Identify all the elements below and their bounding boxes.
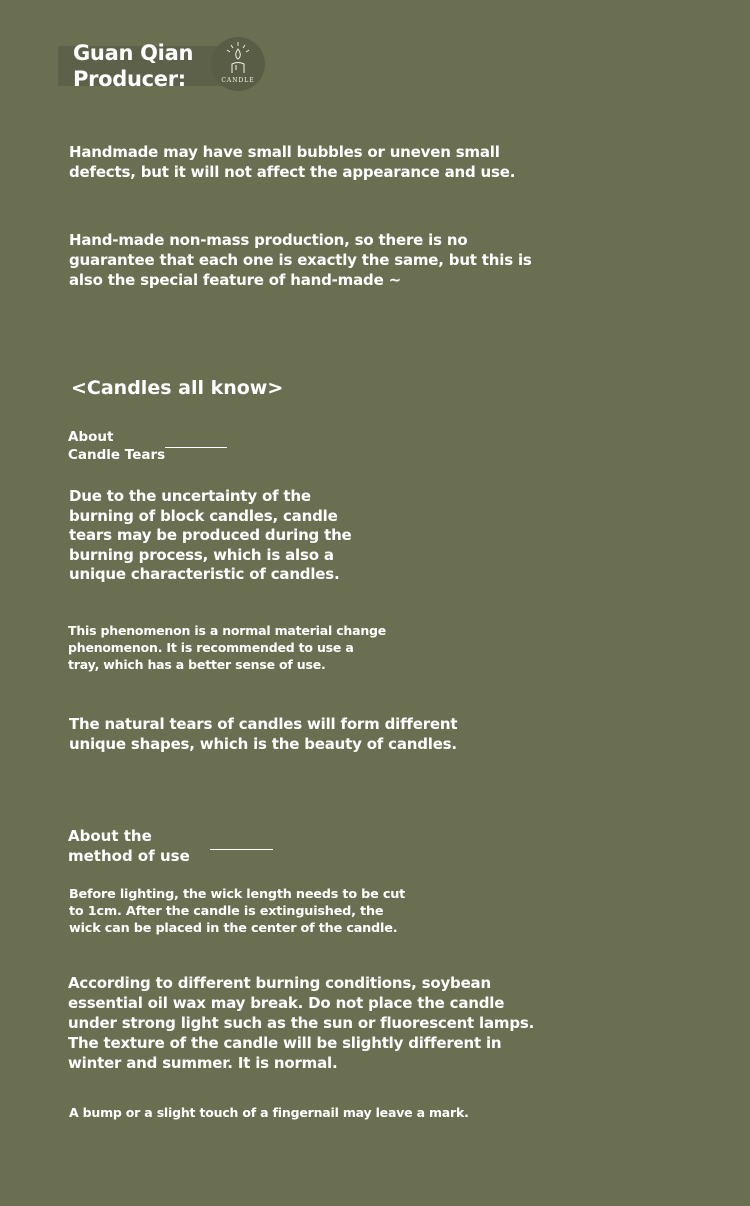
- non-mass-production-note: Hand-made non-mass production, so there is no guarantee that each one is exactly the same, but this is also the special feature of hand-made ~: [69, 231, 532, 289]
- candle-tears-paragraph-1: Due to the uncertainty of the burning of block candles, candle tears may be produced during the burning process, which is also a unique characteristic of candles.: [69, 487, 352, 583]
- method-heading: About the method of use: [68, 827, 190, 865]
- section-title: <Candles all know>: [71, 377, 284, 399]
- method-paragraph-1: Before lighting, the wick length needs to be cut to 1cm. After the candle is extinguished, the wick can be placed in the center of the candle.: [69, 887, 406, 936]
- candle-tears-paragraph-2: This phenomenon is a normal material change phenomenon. It is recommended to use a tray, which has a better sense of use.: [68, 623, 387, 672]
- candle-tears-paragraph-3: The natural tears of candles will form different unique shapes, which is the beauty of candles.: [69, 715, 458, 753]
- method-paragraph-2: According to different burning conditions, soybean essential oil wax may break. Do not place the candle under strong light such as the sun or fluorescent lamps. The texture of the candle will be slightly different in winter and summer. It is normal.: [68, 974, 535, 1072]
- brand-title: Guan Qian Producer:: [73, 41, 194, 91]
- heading-underline: [165, 447, 227, 448]
- logo-text: CANDLE: [221, 77, 255, 84]
- method-paragraph-3: A bump or a slight touch of a fingernail may leave a mark.: [69, 1105, 469, 1120]
- handmade-note: Handmade may have small bubbles or uneven small defects, but it will not affect the appearance and use.: [69, 143, 516, 181]
- heading-underline: [210, 849, 273, 850]
- candle-tears-heading: About Candle Tears: [68, 429, 166, 463]
- candle-logo: [211, 37, 265, 91]
